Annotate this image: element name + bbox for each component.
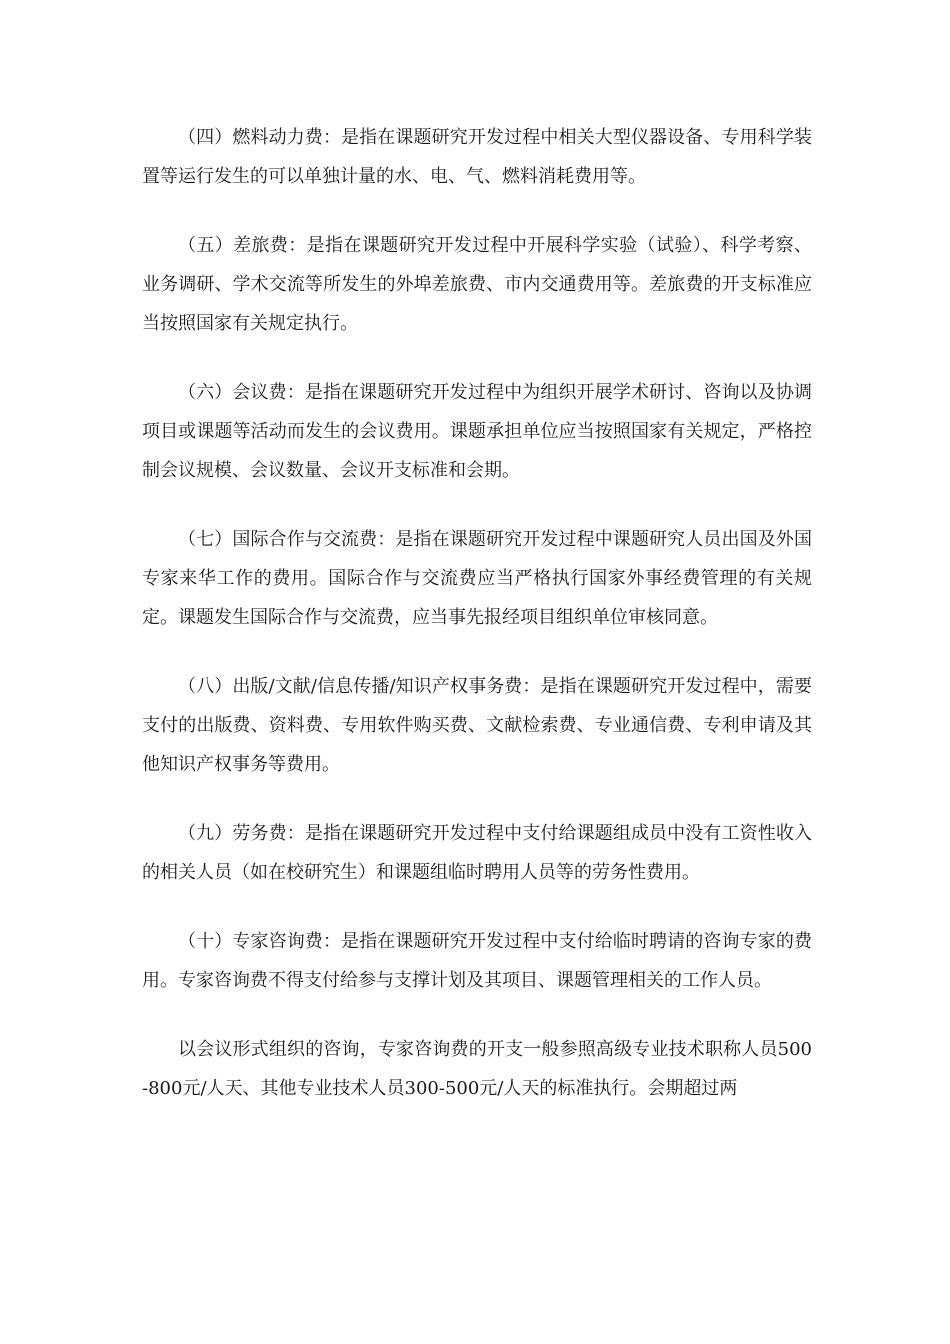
paragraph-publication-ip-fee: （八）出版/文献/信息传播/知识产权事务费：是指在课题研究开发过程中，需要支付的出版费、资料费、专用软件购买费、文献检索费、专业通信费、专利申请及其他知识产权事务等费用。 (142, 676, 812, 775)
paragraph-expert-consulting-fee: （十）专家咨询费：是指在课题研究开发过程中支付给临时聘请的咨询专家的费用。专家咨询费不得支付给参与支撑计划及其项目、课题管理相关的工作人员。 (142, 931, 812, 991)
document-body (142, 118, 812, 1138)
paragraph-international-cooperation-fee: （七）国际合作与交流费：是指在课题研究开发过程中课题研究人员出国及外国专家来华工作的费用。国际合作与交流费应当严格执行国家外事经费管理的有关规定。课题发生国际合作与交流费，应当事先报经项目组织单位审核同意。 (142, 529, 812, 628)
paragraph-consulting-standard: 以会议形式组织的咨询，专家咨询费的开支一般参照高级专业技术职称人员500-800元/人天、其他专业技术人员300-500元/人天的标准执行。会期超过两 (142, 1039, 812, 1099)
paragraph-labor-fee: （九）劳务费：是指在课题研究开发过程中支付给课题组成员中没有工资性收入的相关人员（如在校研究生）和课题组临时聘用人员等的劳务性费用。 (142, 823, 812, 883)
paragraph-meeting-fee: （六）会议费：是指在课题研究开发过程中为组织开展学术研讨、咨询以及协调项目或课题等活动而发生的会议费用。课题承担单位应当按照国家有关规定，严格控制会议规模、会议数量、会议开支标准和会期。 (142, 382, 812, 481)
paragraph-fuel-power-fee: （四）燃料动力费：是指在课题研究开发过程中相关大型仪器设备、专用科学装置等运行发生的可以单独计量的水、电、气、燃料消耗费用等。 (142, 127, 812, 187)
paragraph-travel-fee: （五）差旅费：是指在课题研究开发过程中开展科学实验（试验）、科学考察、业务调研、学术交流等所发生的外埠差旅费、市内交通费用等。差旅费的开支标准应当按照国家有关规定执行。 (142, 235, 812, 334)
